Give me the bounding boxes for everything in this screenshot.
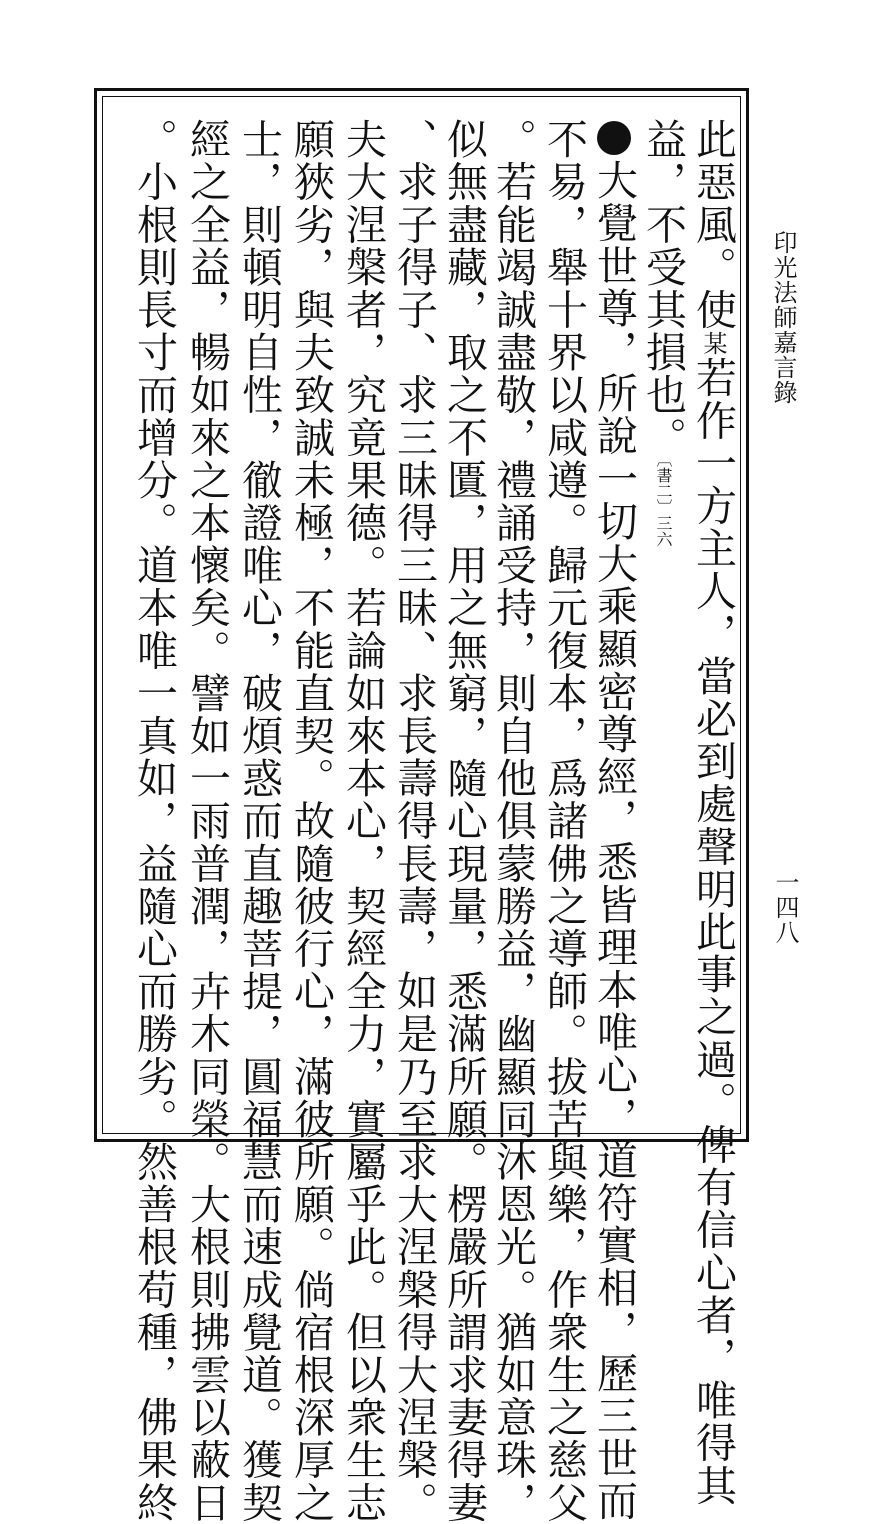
text-column-5 [489,118,537,1524]
text-segment: 若作一方主人，當必到處聲明此事之過。俾有信心者，唯得其 [689,356,737,1507]
section-bullet-icon [597,121,631,155]
text-segment: 經之全益，暢如來之本懷矣。譬如一雨普潤，卉木同榮。大根則拂雲以蔽日 [183,118,231,1524]
text-segment: 願狹劣，與夫致誠未極，不能直契。故隨彼行心，滿彼所願。倘宿根深厚之 [287,118,335,1524]
text-column-10 [235,118,283,1524]
text-column-1 [689,118,737,1507]
text-segment: 益，不受其損也。 [639,118,687,459]
text-segment: 此惡風。使 [689,118,737,331]
source-note: 〔書二〕 [654,458,673,515]
text-column-2 [639,118,687,547]
text-segment: 士，則頓明自性，徹證唯心，破煩惑而直趣菩提，圓福慧而速成覺道。獲契 [235,118,283,1524]
text-segment: 、求子得子、求三昧得三昧、求長壽得長壽，如是乃至求大涅槃得大涅槃。 [390,118,438,1524]
text-column-7 [390,118,438,1524]
text-column-12 [130,118,178,1524]
source-note-number: 三六 [654,514,673,547]
text-column-3 [590,118,638,1523]
text-column-4 [540,118,588,1524]
name-placeholder: 某 [699,331,727,357]
text-segment: 。小根則長寸而增分。道本唯一真如，益隨心而勝劣。然善根苟種，佛果終 [130,118,178,1524]
text-segment: 。若能竭誠盡敬，禮誦受持，則自他俱蒙勝益，幽顯同沐恩光。猶如意珠， [489,118,537,1524]
page-number: 一四八 [771,870,799,945]
text-column-8 [339,118,387,1524]
text-segment: 夫大涅槃者，究竟果德。若論如來本心，契經全力，實屬乎此。但以衆生志 [339,118,387,1524]
book-title: 印光法師嘉言錄 [769,230,797,405]
text-column-9 [287,118,335,1524]
text-column-6 [440,118,488,1524]
text-segment: 大覺世尊，所說一切大乘顯密尊經，悉皆理本唯心，道符實相，歷三世而 [590,159,638,1523]
text-segment: 似無盡藏，取之不匱，用之無窮，隨心現量，悉滿所願。楞嚴所謂求妻得妻 [440,118,488,1524]
text-column-11 [183,118,231,1524]
text-segment: 不易，舉十界以咸遵。歸元復本，爲諸佛之導師。拔苦與樂，作衆生之慈父 [540,118,588,1524]
